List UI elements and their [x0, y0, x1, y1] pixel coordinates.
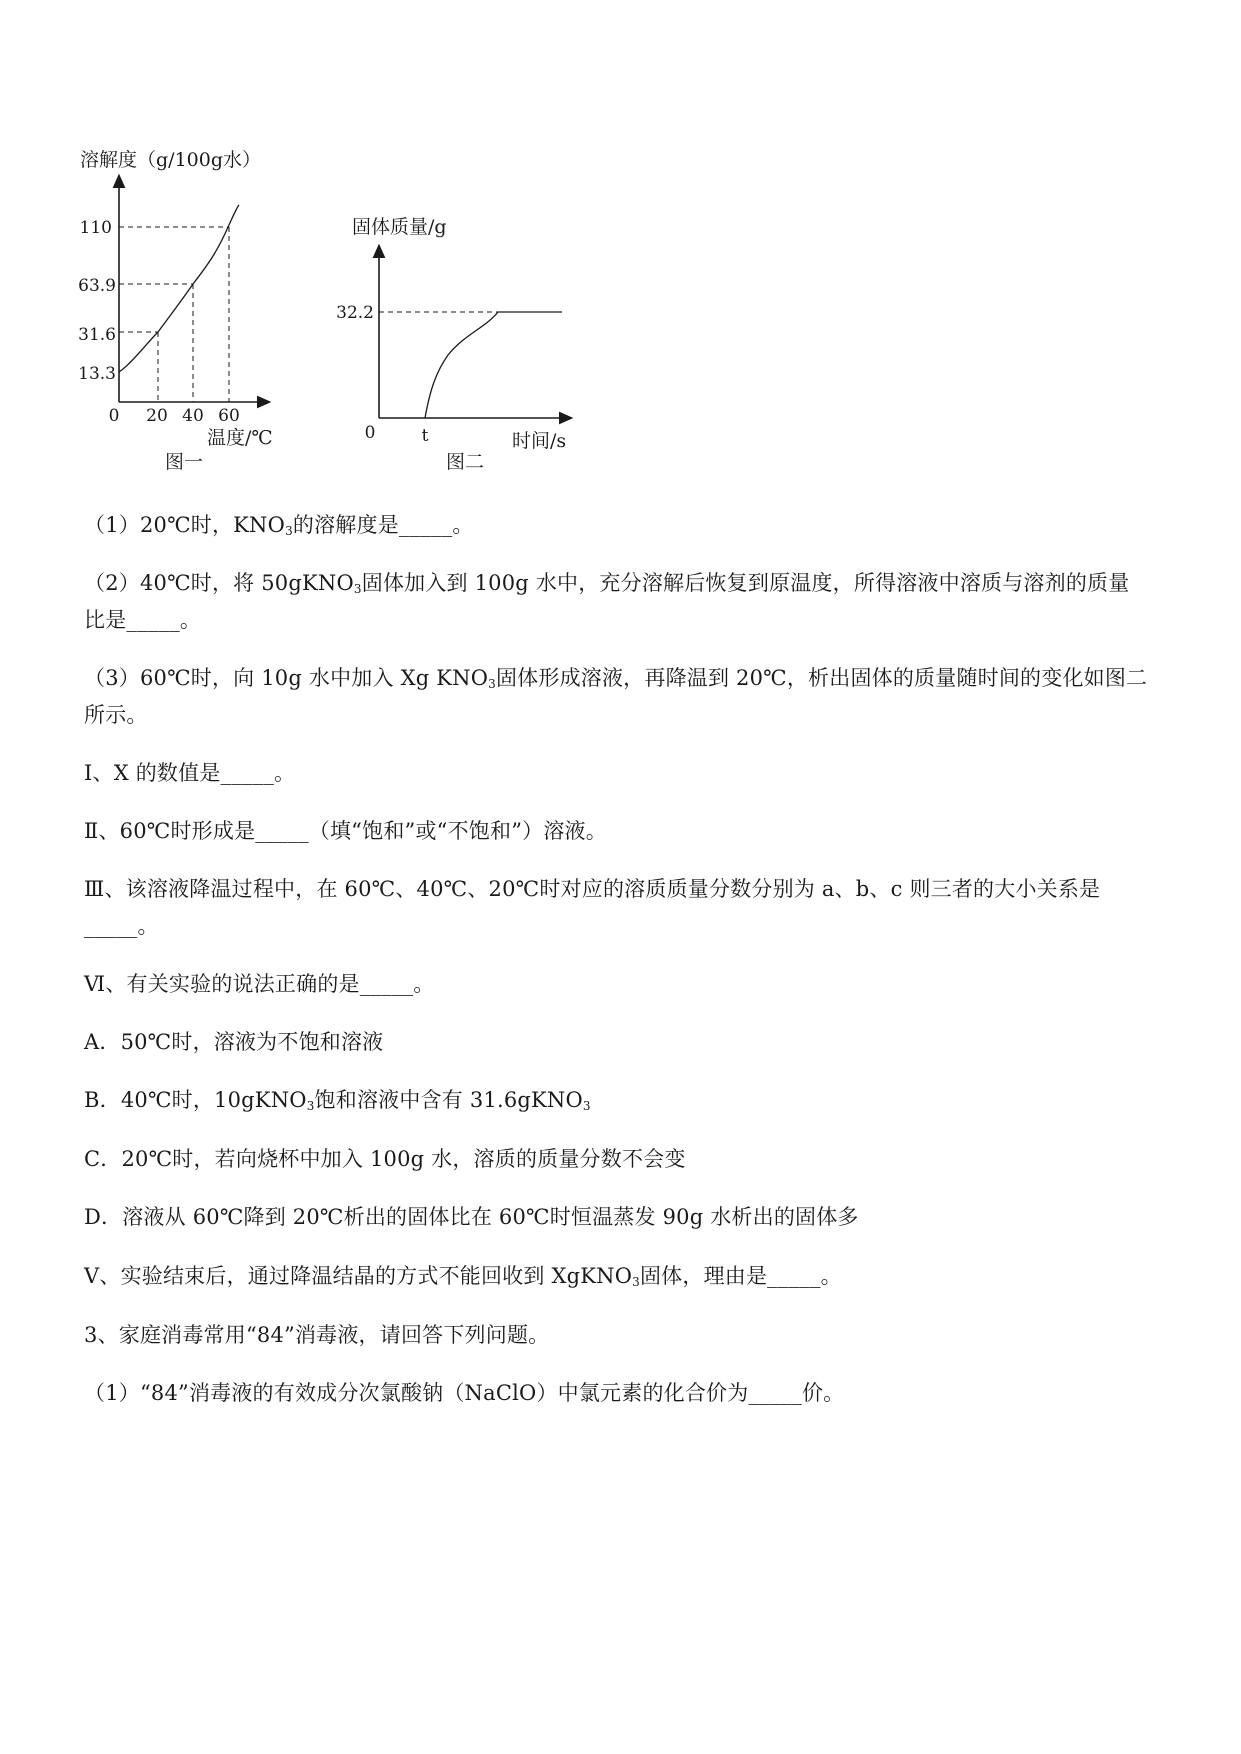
v-text-post: 固体，理由是_____。	[639, 1264, 842, 1288]
q3-text-post: 固体形成溶液，再降温到 20℃，析出固体的质量随时间的变化如图二	[495, 666, 1148, 690]
q2-subscript: 3	[353, 582, 362, 596]
option-a: A．50℃时，溶液为不饱和溶液	[84, 1030, 384, 1054]
fig1-y-tick-31-6: 31.6	[78, 325, 116, 345]
sub-question-iii-line-1: Ⅲ、该溶液降温过程中，在 60℃、40℃、20℃时对应的溶质质量分数分别为 a、b、c 则三者的大小关系是	[84, 877, 1101, 901]
option-b-text-mid: 饱和溶液中含有 31.6gKNO	[314, 1088, 583, 1112]
q1-subscript: 3	[285, 524, 293, 538]
question-3-line-1	[84, 663, 1147, 693]
fig1-x-label: 温度/℃	[207, 427, 273, 449]
sub-question-i: Ⅰ、X 的数值是_____。	[84, 761, 296, 785]
q1-text-post: 的溶解度是_____。	[292, 513, 474, 537]
question-2-line-2: 比是_____。	[84, 608, 202, 632]
fig2-precipitate-curve	[425, 312, 562, 418]
fig1-caption: 图一	[165, 451, 204, 473]
v-subscript: 3	[632, 1275, 640, 1289]
q1-text-pre: （1）20℃时，KNO	[84, 513, 286, 537]
fig1-solubility-curve	[119, 205, 239, 372]
option-b-subscript-2: 3	[582, 1099, 591, 1113]
fig1-y-tick-13-3: 13.3	[78, 364, 116, 384]
q2-text-post: 固体加入到 100g 水中，充分溶解后恢复到原温度，所得溶液中溶质与溶剂的质量	[361, 571, 1130, 595]
question-2-line-1	[84, 568, 1129, 598]
fig2-x-label: 时间/s	[512, 430, 567, 452]
v-text-pre: Ⅴ、实验结束后，通过降温结晶的方式不能回收到 XgKNO	[84, 1264, 633, 1288]
q3-text-pre: （3）60℃时，向 10g 水中加入 Xg KNO	[84, 666, 489, 690]
option-d: D．溶液从 60℃降到 20℃析出的固体比在 60℃时恒温蒸发 90g 水析出的固体多	[84, 1205, 859, 1229]
fig2-y-tick-32-2: 32.2	[336, 303, 374, 323]
fig1-y-tick-63-9: 63.9	[78, 276, 116, 296]
fig1-x-tick-40: 40	[182, 406, 204, 426]
question-3-line-2: 所示。	[84, 703, 148, 727]
fig1-y-label: 溶解度（g/100g水）	[80, 150, 261, 171]
fig1-x-tick-60: 60	[218, 406, 240, 426]
fig1-y-tick-110: 110	[79, 218, 112, 238]
fig1-x-tick-0: 0	[108, 406, 120, 426]
fig2-x-tick-t: t	[421, 426, 429, 446]
fig2-origin-label: 0	[364, 423, 376, 443]
option-b-subscript-1: 3	[306, 1099, 315, 1113]
option-b-text-pre: B．40℃时，10gKNO	[84, 1088, 307, 1112]
question-3-title: 3、家庭消毒常用“84”消毒液，请回答下列问题。	[84, 1323, 550, 1347]
charts-svg	[70, 150, 670, 540]
question-3-part-1: （1）“84”消毒液的有效成分次氯酸钠（NaClO）中氯元素的化合价为_____价。	[84, 1381, 845, 1405]
sub-question-iii-line-2: _____。	[84, 914, 159, 938]
fig1-x-tick-20: 20	[146, 406, 168, 426]
option-b	[84, 1085, 591, 1115]
sub-question-ii: Ⅱ、60℃时形成是_____（填“饱和”或“不饱和”）溶液。	[84, 819, 607, 843]
figure-one	[78, 150, 273, 473]
question-1	[84, 510, 474, 540]
option-c: C．20℃时，若向烧杯中加入 100g 水，溶质的质量分数不会变	[84, 1147, 686, 1171]
fig2-y-label: 固体质量/g	[352, 216, 447, 238]
sub-question-vi: Ⅵ、有关实验的说法正确的是_____。	[84, 972, 435, 996]
q2-text-pre: （2）40℃时，将 50gKNO	[84, 571, 354, 595]
fig2-caption: 图二	[446, 451, 485, 473]
figure-two	[336, 216, 567, 473]
sub-question-v	[84, 1261, 842, 1291]
figure-area	[70, 150, 670, 540]
q3-subscript: 3	[488, 677, 496, 691]
